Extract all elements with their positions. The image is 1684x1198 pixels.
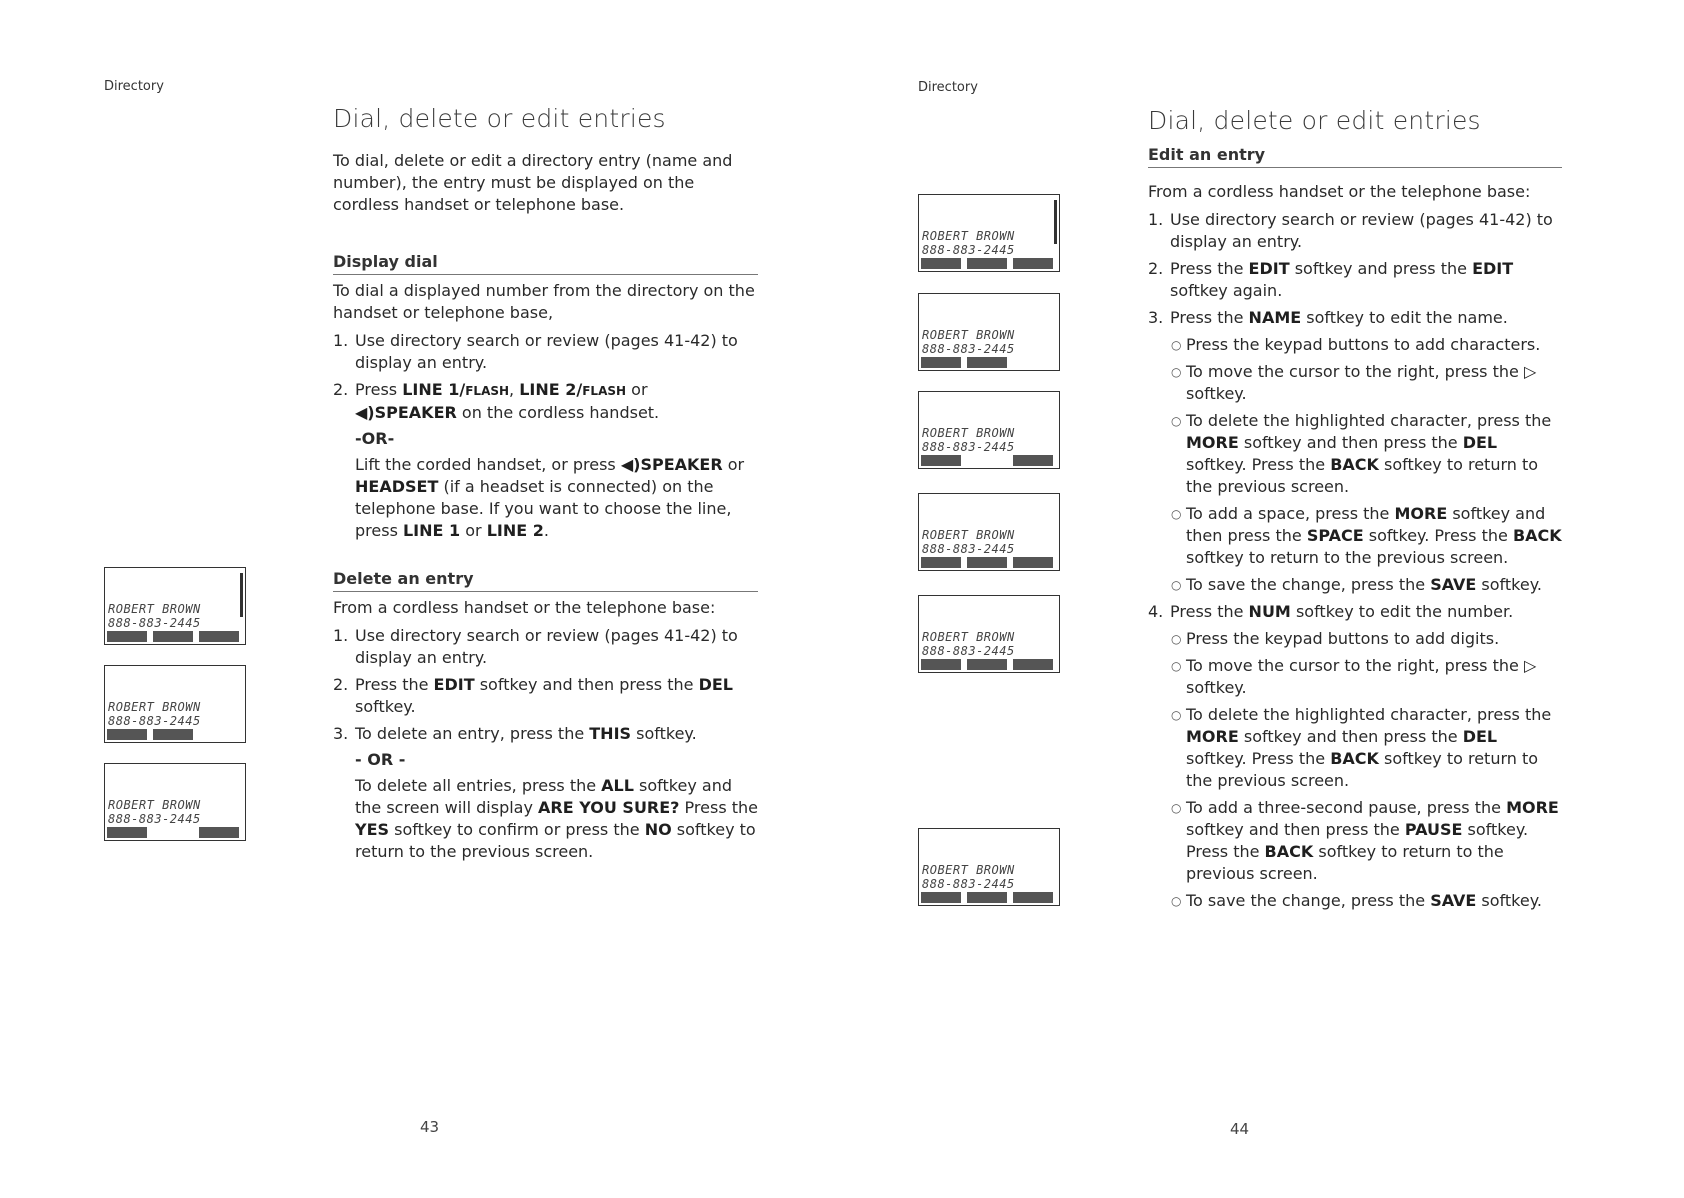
display-number-line: 888-883-2445 xyxy=(108,812,201,826)
page-number: 44 xyxy=(1230,1120,1250,1138)
softkey-bar xyxy=(107,729,243,740)
softkey xyxy=(967,659,1007,670)
display-name-line: ROBERT BROWN xyxy=(922,528,1015,542)
softkey-bar xyxy=(107,827,243,838)
softkey xyxy=(967,557,1007,568)
scrollbar-indicator xyxy=(1054,200,1057,244)
display-name-line: ROBERT BROWN xyxy=(922,229,1015,243)
right-arrow-icon: ▷ xyxy=(1523,362,1537,381)
running-header: Directory xyxy=(104,79,164,94)
or-separator: - OR - xyxy=(355,750,406,769)
bullet-item: ○ Press the keypad buttons to add characters. xyxy=(1171,335,1541,354)
softkey xyxy=(153,729,193,740)
bullet-item: ○ To add a three-second pause, press the MORE softkey and then press the PAUSE softkey. Press the BACK softkey to return to the previous screen. xyxy=(1171,798,1559,883)
softkey xyxy=(1013,557,1053,568)
display-name-line: ROBERT BROWN xyxy=(108,602,201,616)
softkey xyxy=(921,258,961,269)
softkey-bar xyxy=(921,357,1057,368)
scrollbar-indicator xyxy=(240,573,243,617)
list-item: 2. Press LINE 1/FLASH, LINE 2/FLASH or ◀)SPEAKER on the cordless handset. -OR- Lift the corded handset, or press ◀)SPEAKER or HEADSET (if a headset is connected) on the telephone base. If you want to choose the line, press LINE 1 or LINE 2. xyxy=(333,379,758,542)
section-heading-display-dial: Display dial xyxy=(333,252,758,275)
softkey xyxy=(107,729,147,740)
softkey-bar xyxy=(921,557,1057,568)
display-number-line: 888-883-2445 xyxy=(922,243,1015,257)
list-item: 2. Press the EDIT softkey and press the EDIT softkey again. xyxy=(1148,259,1514,300)
display-name-line: ROBERT BROWN xyxy=(922,863,1015,877)
display-name-line: ROBERT BROWN xyxy=(922,630,1015,644)
section-heading-delete-entry: Delete an entry xyxy=(333,569,758,592)
softkey xyxy=(921,357,961,368)
intro-paragraph: To dial, delete or edit a directory entry (name and number), the entry must be displayed on the cordless handset or telephone base. xyxy=(333,151,733,214)
display-dial-text: To dial a displayed number from the directory on the handset or telephone base, xyxy=(333,281,755,322)
edit-entry-text: From a cordless handset or the telephone base: xyxy=(1148,182,1531,201)
handset-display xyxy=(104,763,246,841)
softkey-bar xyxy=(921,455,1057,466)
softkey xyxy=(153,631,193,642)
display-number-line: 888-883-2445 xyxy=(922,877,1015,891)
softkey-bar xyxy=(921,659,1057,670)
list-item-continuation: To delete all entries, press the ALL softkey and the screen will display ARE YOU SURE? Press the YES softkey to confirm or press the NO softkey to return to the previous screen. xyxy=(355,776,759,861)
section-heading-edit-entry: Edit an entry xyxy=(1148,145,1562,168)
softkey-bar xyxy=(921,892,1057,903)
handset-display xyxy=(918,194,1060,272)
softkey xyxy=(1013,258,1053,269)
number-edit-bullets xyxy=(1170,628,1562,912)
softkey xyxy=(967,258,1007,269)
bullet-item: ○ To move the cursor to the right, press the ▷ softkey. xyxy=(1171,362,1537,403)
or-separator: -OR- xyxy=(355,429,395,448)
bullet-item: ○ To delete the highlighted character, press the MORE softkey and then press the DEL softkey. Press the BACK softkey to return to the previous screen. xyxy=(1171,411,1552,496)
display-number-line: 888-883-2445 xyxy=(108,714,201,728)
display-number-line: 888-883-2445 xyxy=(922,644,1015,658)
softkey-bar xyxy=(107,631,243,642)
softkey xyxy=(967,892,1007,903)
page-title: Dial, delete or edit entries xyxy=(333,104,666,133)
display-dial-steps xyxy=(333,330,758,542)
list-item: 1. Use directory search or review (pages 41-42) to display an entry. xyxy=(333,626,738,667)
softkey xyxy=(1013,892,1053,903)
softkey xyxy=(107,827,147,838)
right-page xyxy=(842,0,1684,1198)
display-number-line: 888-883-2445 xyxy=(108,616,201,630)
softkey xyxy=(967,357,1007,368)
bullet-item: ○ To move the cursor to the right, press the ▷ softkey. xyxy=(1171,656,1537,697)
display-name-line: ROBERT BROWN xyxy=(922,328,1015,342)
display-number-line: 888-883-2445 xyxy=(922,342,1015,356)
handset-display xyxy=(918,828,1060,906)
display-number-line: 888-883-2445 xyxy=(922,440,1015,454)
softkey xyxy=(1013,659,1053,670)
running-header: Directory xyxy=(918,80,978,95)
bullet-item: ○ To delete the highlighted character, press the MORE softkey and then press the DEL softkey. Press the BACK softkey to return to the previous screen. xyxy=(1171,705,1552,790)
handset-display xyxy=(918,595,1060,673)
softkey xyxy=(199,827,239,838)
handset-display xyxy=(104,567,246,645)
softkey xyxy=(199,631,239,642)
display-number-line: 888-883-2445 xyxy=(922,542,1015,556)
handset-display xyxy=(104,665,246,743)
list-item: 1. Use directory search or review (pages 41-42) to display an entry. xyxy=(333,331,738,372)
list-item: 4. Press the NUM softkey to edit the number. ○ Press the keypad buttons to add digits. ○ To move the cursor to the right, press the ▷ softkey. ○ To delete the highlighted character, press the MORE softkey and then press the DEL softkey. Press the BACK softkey to return to the previous screen. ○ To add a three-second pause, press the MORE softkey and then press the PAUSE softkey. Press the BACK softkey to return to the previous screen. ○ To save the change, press the SAVE softkey. xyxy=(1148,601,1562,912)
bullet-item: ○ Press the keypad buttons to add digits. xyxy=(1171,629,1500,648)
bullet-item: ○ To save the change, press the SAVE softkey. xyxy=(1171,575,1542,594)
list-item-continuation: Lift the corded handset, or press ◀)SPEAKER or HEADSET (if a headset is connected) on the telephone base. If you want to choose the line, press LINE 1 or LINE 2. xyxy=(355,455,745,540)
handset-display xyxy=(918,493,1060,571)
right-main-column xyxy=(1148,106,1562,917)
name-edit-bullets xyxy=(1170,334,1562,596)
softkey xyxy=(921,557,961,568)
softkey xyxy=(921,659,961,670)
left-main-column xyxy=(333,104,758,868)
softkey xyxy=(107,631,147,642)
display-name-line: ROBERT BROWN xyxy=(108,700,201,714)
delete-entry-steps xyxy=(333,625,758,863)
softkey xyxy=(1013,455,1053,466)
handset-display xyxy=(918,391,1060,469)
list-item: 3. Press the NAME softkey to edit the name. ○ Press the keypad buttons to add characters. ○ To move the cursor to the right, press the ▷ softkey. ○ To delete the highlighted character, press the MORE softkey and then press the DEL softkey. Press the BACK softkey to return to the previous screen. ○ To add a space, press the MORE softkey and then press the SPACE softkey. Press the BACK softkey to return to the previous screen. ○ To save the change, press the SAVE softkey. xyxy=(1148,308,1562,594)
softkey xyxy=(921,892,961,903)
page-number: 43 xyxy=(420,1118,440,1136)
bullet-item: ○ To save the change, press the SAVE softkey. xyxy=(1171,891,1542,910)
bullet-item: ○ To add a space, press the MORE softkey and then press the SPACE softkey. Press the BACK softkey to return to the previous screen. xyxy=(1171,504,1562,567)
softkey-bar xyxy=(921,258,1057,269)
list-item: 2. Press the EDIT softkey and then press the DEL softkey. xyxy=(333,675,733,716)
list-item: 1. Use directory search or review (pages 41-42) to display an entry. xyxy=(1148,210,1553,251)
handset-display xyxy=(918,293,1060,371)
edit-entry-steps xyxy=(1148,209,1562,912)
right-arrow-icon: ▷ xyxy=(1523,656,1537,675)
softkey xyxy=(921,455,961,466)
page-title: Dial, delete or edit entries xyxy=(1148,106,1481,135)
delete-entry-text: From a cordless handset or the telephone base: xyxy=(333,598,716,617)
display-name-line: ROBERT BROWN xyxy=(108,798,201,812)
display-name-line: ROBERT BROWN xyxy=(922,426,1015,440)
list-item: 3. To delete an entry, press the THIS softkey. - OR - To delete all entries, press the ALL softkey and the screen will display ARE YOU SURE? Press the YES softkey to confirm or press the NO softkey to return to the previous screen. xyxy=(333,724,759,861)
